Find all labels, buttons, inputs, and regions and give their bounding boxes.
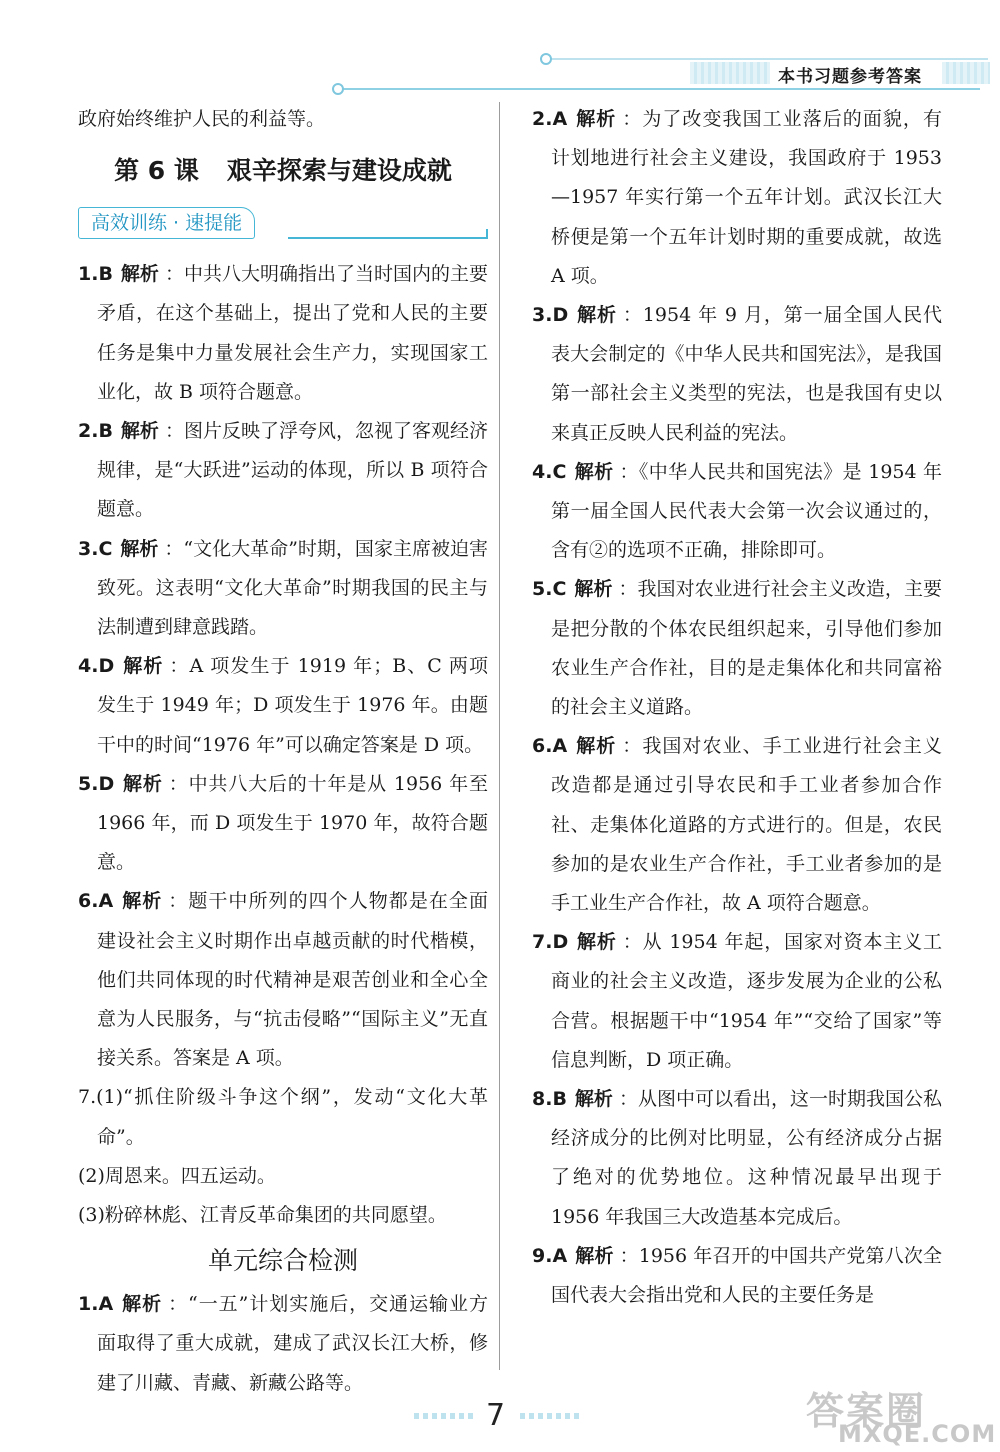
lesson-number: 第 6 课	[114, 156, 199, 186]
answer-number: 6.A	[78, 890, 114, 913]
answer-keyword: 解析	[121, 1293, 163, 1316]
answer-item	[532, 923, 942, 1080]
answer-number: 8.B	[532, 1088, 567, 1111]
answer-number: 3.C	[78, 537, 113, 560]
header-rule-top	[548, 58, 988, 60]
answer-number: 2.A	[532, 108, 568, 130]
answer-number: 1.B	[78, 263, 113, 286]
intro-line: 政府始终维护人民的利益等。	[78, 108, 326, 130]
q7-line-3: (3)粉碎林彪、江青反革命集团的共同愿望。	[78, 1204, 447, 1227]
answer-item	[532, 100, 942, 296]
answer-keyword: 解析	[575, 735, 617, 758]
header-dot-icon	[332, 83, 344, 95]
answer-item	[532, 570, 942, 727]
q7-line-1: 7.(1)“抓住阶级斗争这个纲”，发动“文化大革命”。	[78, 1086, 488, 1148]
answer-text: ：中共八大后的十年是从 1956 年至 1966 年，而 D 项发生于 1970 年，故符合题意。	[97, 772, 488, 874]
header-dot-icon	[540, 53, 552, 65]
answer-keyword: 解析	[574, 578, 613, 601]
answer-item	[532, 296, 942, 453]
lesson-name: 艰辛探索与建设成就	[226, 156, 452, 186]
answer-number: 1.A	[78, 1293, 114, 1316]
answer-text: ：《中华人民共和国宪法》是 1954 年第一届全国人民代表大会第一次会议通过的，含有②的选项不正确，排除即可。	[551, 460, 942, 562]
answer-item	[78, 882, 488, 1078]
answer-item	[78, 765, 488, 883]
answer-text: ：“文化大革命”时期，国家主席被迫害致死。这表明“文化大革命”时期我国的民主与法制遭到肆意践踏。	[97, 537, 488, 639]
watermark-url: MXQE.COM	[838, 1420, 997, 1448]
answer-text: ：1956 年召开的中国共产党第八次全国代表大会指出党和人民的主要任务是	[551, 1244, 942, 1307]
answer-keyword: 解析	[575, 1244, 614, 1267]
running-header-title: 本书习题参考答案	[778, 67, 922, 87]
answer-text: ：我国对农业、手工业进行社会主义改造都是通过引导农民和手工业者参加合作社、走集体化道路的方式进行的。但是，农民参加的是农业生产合作社，手工业者参加的是手工业生产合作社，故 A 项符合题意。	[551, 735, 942, 915]
answer-item	[78, 412, 488, 530]
answer-number: 3.D	[532, 304, 569, 327]
answer-number: 5.D	[78, 772, 115, 795]
answer-item	[532, 1237, 942, 1315]
answer-number: 5.C	[532, 578, 567, 601]
column-divider	[499, 102, 500, 1370]
answer-keyword: 解析	[121, 890, 163, 913]
lesson-title	[78, 145, 488, 197]
left-column	[78, 100, 488, 1403]
section-badge-wrap	[78, 201, 488, 249]
answer-text: ：我国对农业进行社会主义改造，主要是把分散的个体农民组织起来，引导他们参加农业生产合作社，目的是走集体化和共同富裕的社会主义道路。	[551, 578, 942, 719]
section-badge: 高效训练 · 速提能	[78, 207, 255, 239]
answer-text: ：中共八大明确指出了当时国内的主要矛盾，在这个基础上，提出了党和人民的主要任务是集中力量发展社会生产力，实现国家工业化，故 B 项符合题意。	[97, 263, 488, 403]
answer-keyword: 解析	[576, 931, 617, 954]
answer-text: ：1954 年 9 月，第一届全国人民代表大会制定的《中华人民共和国宪法》，是我国第一部社会主义类型的宪法，也是我国有史以来真正反映人民利益的宪法。	[551, 304, 942, 444]
answer-text: ：图片反映了浮夸风，忽视了客观经济规律，是“大跃进”运动的体现，所以 B 项符合题意。	[97, 420, 488, 521]
answer-item	[78, 255, 488, 412]
answer-number: 2.B	[78, 420, 113, 443]
answer-keyword: 解析	[120, 420, 159, 443]
answer-item	[532, 453, 942, 571]
q7-line-2: (2)周恩来。四五运动。	[78, 1164, 276, 1187]
answer-item	[78, 647, 488, 765]
footer-ornament	[520, 1413, 580, 1419]
answer-item	[78, 530, 488, 648]
answer-keyword: 解析	[574, 1088, 613, 1111]
header-pattern	[942, 62, 990, 84]
answer-keyword: 解析	[575, 108, 617, 130]
answer-text: ：题干中所列的四个人物都是在全面建设社会主义时期作出卓越贡献的时代楷模，他们共同体现的时代精神是艰苦创业和全心全意为人民服务，与“抗击侵略”“国际主义”无直接关系。答案是 A 项。	[97, 890, 488, 1070]
answer-text: ：从 1954 年起，国家对资本主义工商业的社会主义改造，逐步发展为企业的公私合营。根据题干中“1954 年”“交给了国家”等信息判断，D 项正确。	[551, 931, 942, 1071]
answer-keyword: 解析	[574, 460, 614, 483]
right-column	[532, 100, 942, 1315]
answer-keyword: 解析	[122, 655, 164, 678]
answer-keyword: 解析	[576, 304, 617, 327]
answer-number: 6.A	[532, 735, 568, 758]
answer-text: ：从图中可以看出，这一时期我国公私经济成分的比例对比明显，公有经济成分占据了绝对的优势地位。这种情况最早出现于 1956 年我国三大改造基本完成后。	[551, 1088, 942, 1228]
answer-keyword: 解析	[122, 772, 163, 795]
answer-text: ：为了改变我国工业落后的面貌，有计划地进行社会主义建设，我国政府于 1953—1957 年实行第一个五年计划。武汉长江大桥便是第一个五年计划时期的重要成就，故选 A 项。	[551, 108, 942, 287]
answer-number: 9.A	[532, 1244, 568, 1267]
answer-number: 4.D	[78, 655, 115, 678]
badge-rule	[288, 237, 488, 239]
answer-number: 4.C	[532, 460, 567, 483]
answer-text: ：“一五”计划实施后，交通运输业方面取得了重大成就，建成了武汉长江大桥，修建了川藏、青藏、新藏公路等。	[97, 1293, 488, 1394]
header-rule-bottom	[340, 88, 980, 90]
answer-text: ：A 项发生于 1919 年；B、C 两项发生于 1949 年；D 项发生于 1976 年。由题干中的时间“1976 年”可以确定答案是 D 项。	[97, 655, 488, 756]
page-number: 7	[486, 1398, 506, 1433]
watermark-logo: 答案圈	[806, 1389, 927, 1433]
answer-item	[532, 1080, 942, 1237]
answer-number: 7.D	[532, 931, 569, 954]
answer-item	[78, 1285, 488, 1403]
badge-rule-end	[486, 229, 488, 239]
answer-keyword: 解析	[120, 537, 159, 560]
footer-ornament	[414, 1413, 474, 1419]
answer-item	[532, 727, 942, 923]
answer-keyword: 解析	[120, 263, 159, 286]
unit-test-title: 单元综合检测	[207, 1246, 358, 1276]
header-pattern	[690, 62, 770, 84]
